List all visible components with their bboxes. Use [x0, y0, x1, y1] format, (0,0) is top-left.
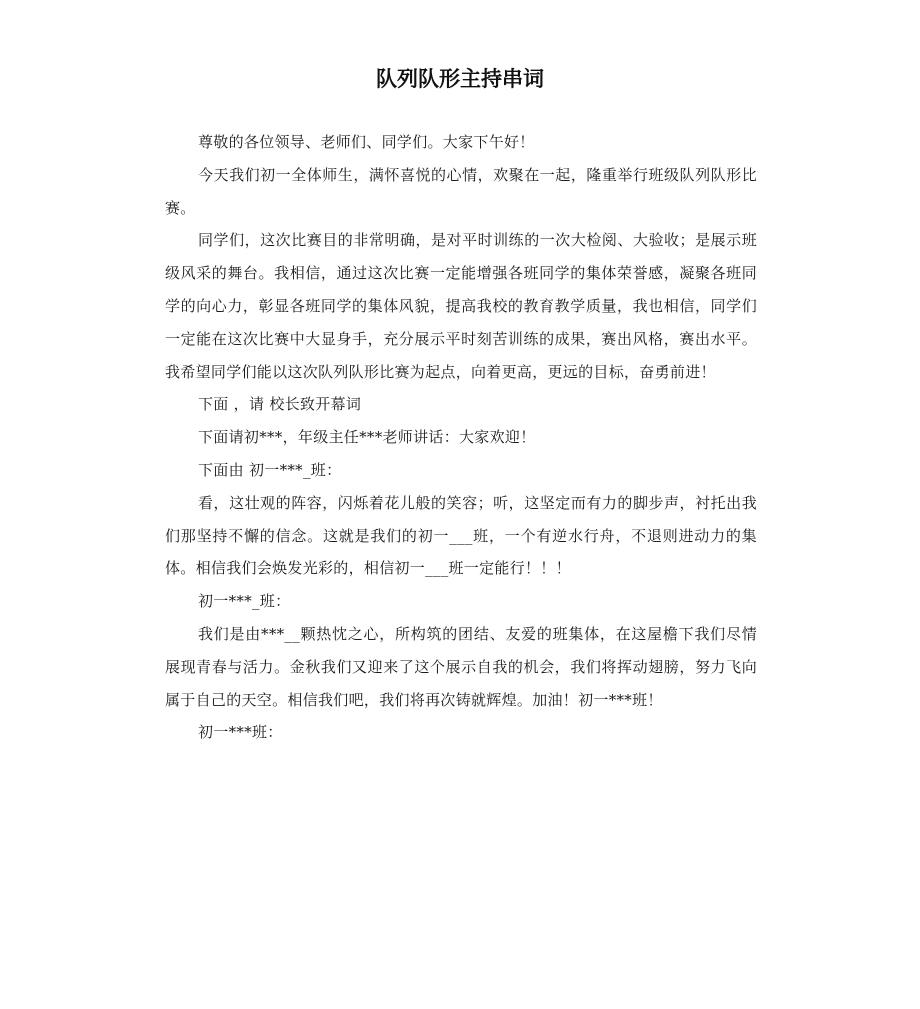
document-body	[165, 126, 757, 749]
paragraph-class-intro-heading: 下面由 初一***_班：	[198, 460, 342, 479]
paragraph-class-heading-3: 初一***班：	[198, 723, 283, 742]
paragraph-class-text-2: 我们是由***__颗热忱之心，所构筑的团结、友爱的班集体，在这屋檐下我们尽情展现青春与活力。金秋我们又迎来了这个展示自我的机会，我们将挥动翅膀，努力飞向属于自己的天空。相信我们吧，我们将再次铸就辉煌。加油！初一***班！	[165, 624, 757, 709]
paragraph-class-intro-text: 看，这壮观的阵容，闪烁着花儿般的笑容；听，这坚定而有力的脚步声，衬托出我们那坚持不懈的信念。这就是我们的初一___班，一个有逆水行舟，不退则进动力的集体。相信我们会焕发光彩的，相信初一___班一定能行！！！	[165, 493, 757, 578]
paragraph-opening: 今天我们初一全体师生，满怀喜悦的心情，欢聚在一起，隆重举行班级队列队形比赛。	[165, 165, 757, 217]
paragraph-principal-speech: 下面 ，请 校长致开幕词	[198, 395, 362, 414]
paragraph-grade-director-speech: 下面请初***，年级主任***老师讲话：大家欢迎！	[198, 428, 536, 447]
paragraph-purpose: 同学们，这次比赛目的非常明确，是对平时训练的一次大检阅、大验收；是展示班级风采的舞台。我相信，通过这次比赛一定能增强各班同学的集体荣誉感，凝聚各班同学的向心力，彰显各班同学的集体风貌，提高我校的教育教学质量，我也相信，同学们一定能在这次比赛中大显身手，充分展示平时刻苦训练的成果，赛出风格，赛出水平。我希望同学们能以这次队列队形比赛为起点，向着更高，更远的目标，奋勇前进！	[165, 231, 757, 381]
paragraph-greeting: 尊敬的各位领导、老师们、同学们。大家下午好！	[198, 133, 535, 151]
paragraph-class-heading-2: 初一***_班：	[198, 592, 291, 611]
document-title: 队列队形主持串词	[376, 67, 544, 91]
